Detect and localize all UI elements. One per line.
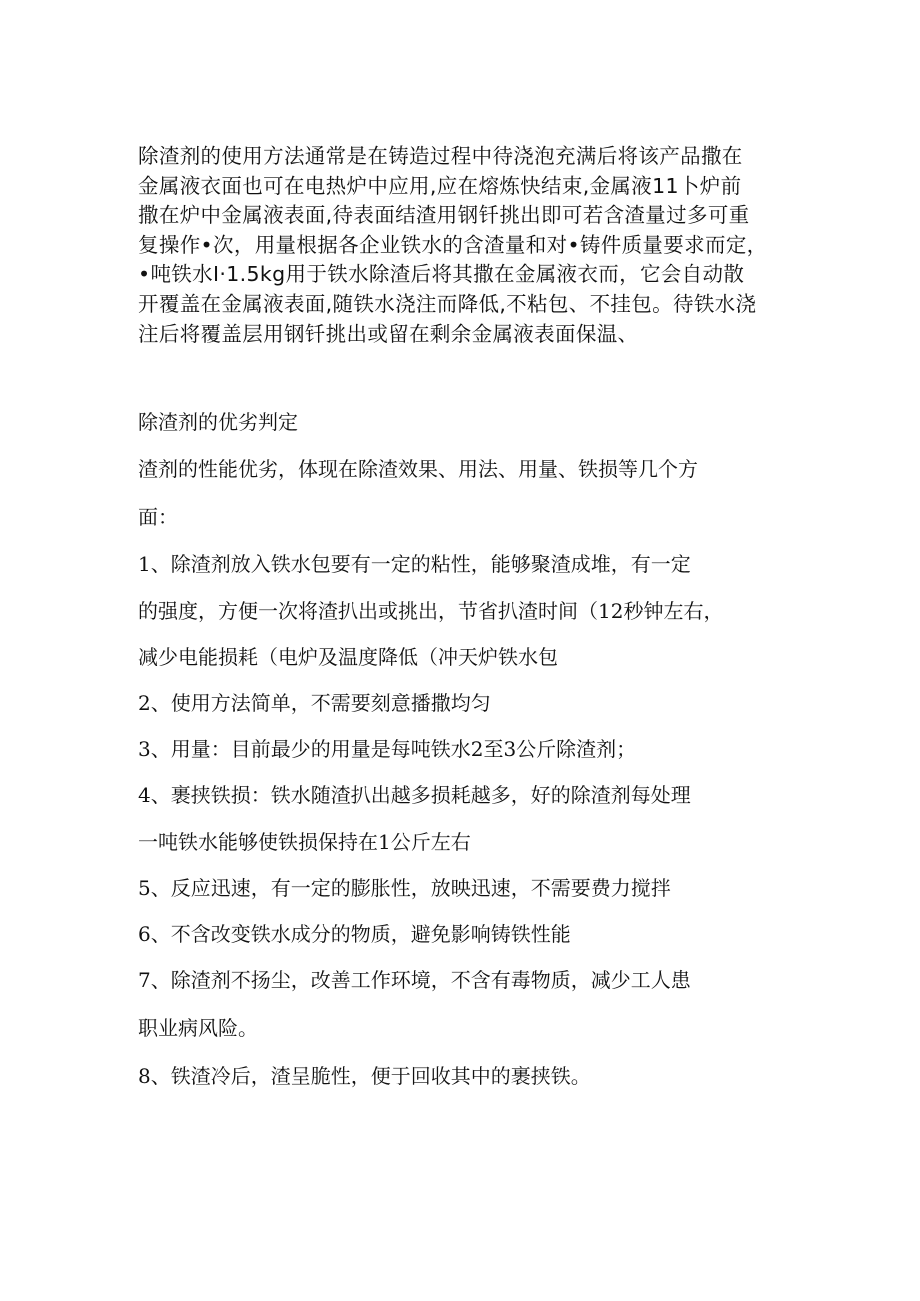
list-item-line: 职业病风险。 bbox=[138, 1016, 258, 1040]
paragraph-line: 撒在炉中金属液表面,待表面结渣用钢钎挑出即可若含渣量过多可重 bbox=[138, 203, 750, 228]
paragraph-line: 开覆盖在金属液表面,随铁水浇注而降低,不粘包、不挂包。待铁水浇 bbox=[138, 291, 757, 316]
paragraph-line: 注后将覆盖层用钢钎挑出或留在剩余金属液表面保温、 bbox=[138, 321, 639, 346]
list-item-line: 一吨铁水能够使铁损保持在1公斤左右 bbox=[138, 830, 471, 854]
list-item-line: 7、除渣剂不扬尘，改善工作环境，不含有毒物质，减少工人患 bbox=[138, 968, 691, 992]
list-item-line: 3、用量：目前最少的用量是每吨铁水2至3公斤除渣剂； bbox=[138, 737, 637, 761]
section-title: 除渣剂的优劣判定 bbox=[138, 410, 298, 434]
list-item-line: 的强度，方便一次将渣扒出或挑出，节省扒渣时间（12秒钟左右， bbox=[138, 599, 724, 623]
list-item-line: 1、除渣剂放入铁水包要有一定的粘性，能够聚渣成堆，有一定 bbox=[138, 552, 691, 576]
list-item-line: 5、反应迅速，有一定的膨胀性，放映迅速，不需要费力搅拌 bbox=[138, 876, 671, 900]
text-line: 面： bbox=[138, 505, 178, 529]
usage-paragraph bbox=[138, 142, 798, 349]
paragraph-line: 复操作•次，用量根据各企业铁水的含渣量和对•铸件质量要求而定， bbox=[138, 232, 768, 257]
list-item-line: 8、铁渣冷后，渣呈脆性，便于回收其中的裹挟铁。 bbox=[138, 1064, 591, 1088]
list-item-line: 4、裹挟铁损：铁水随渣扒出越多损耗越多，好的除渣剂每处理 bbox=[138, 783, 691, 807]
list-item-line: 6、不含改变铁水成分的物质，避免影响铸铁性能 bbox=[138, 922, 571, 946]
list-item-line: 2、使用方法简单，不需要刻意播撒均匀 bbox=[138, 691, 491, 715]
paragraph-line: •吨铁水I·1.5kg用于铁水除渣后将其撒在金属液衣而，它会自动散 bbox=[138, 262, 745, 287]
list-item-line: 减少电能损耗（电炉及温度降低（冲天炉铁水包 bbox=[138, 645, 558, 669]
paragraph-line: 除渣剂的使用方法通常是在铸造过程中待浇泡充满后将该产品撒在 bbox=[138, 144, 743, 168]
paragraph-line: 金属液衣面也可在电热炉中应用,应在熔炼快结束,金属液11卜炉前 bbox=[138, 173, 742, 198]
text-line: 渣剂的性能优劣，体现在除渣效果、用法、用量、铁损等几个方 bbox=[138, 457, 698, 481]
